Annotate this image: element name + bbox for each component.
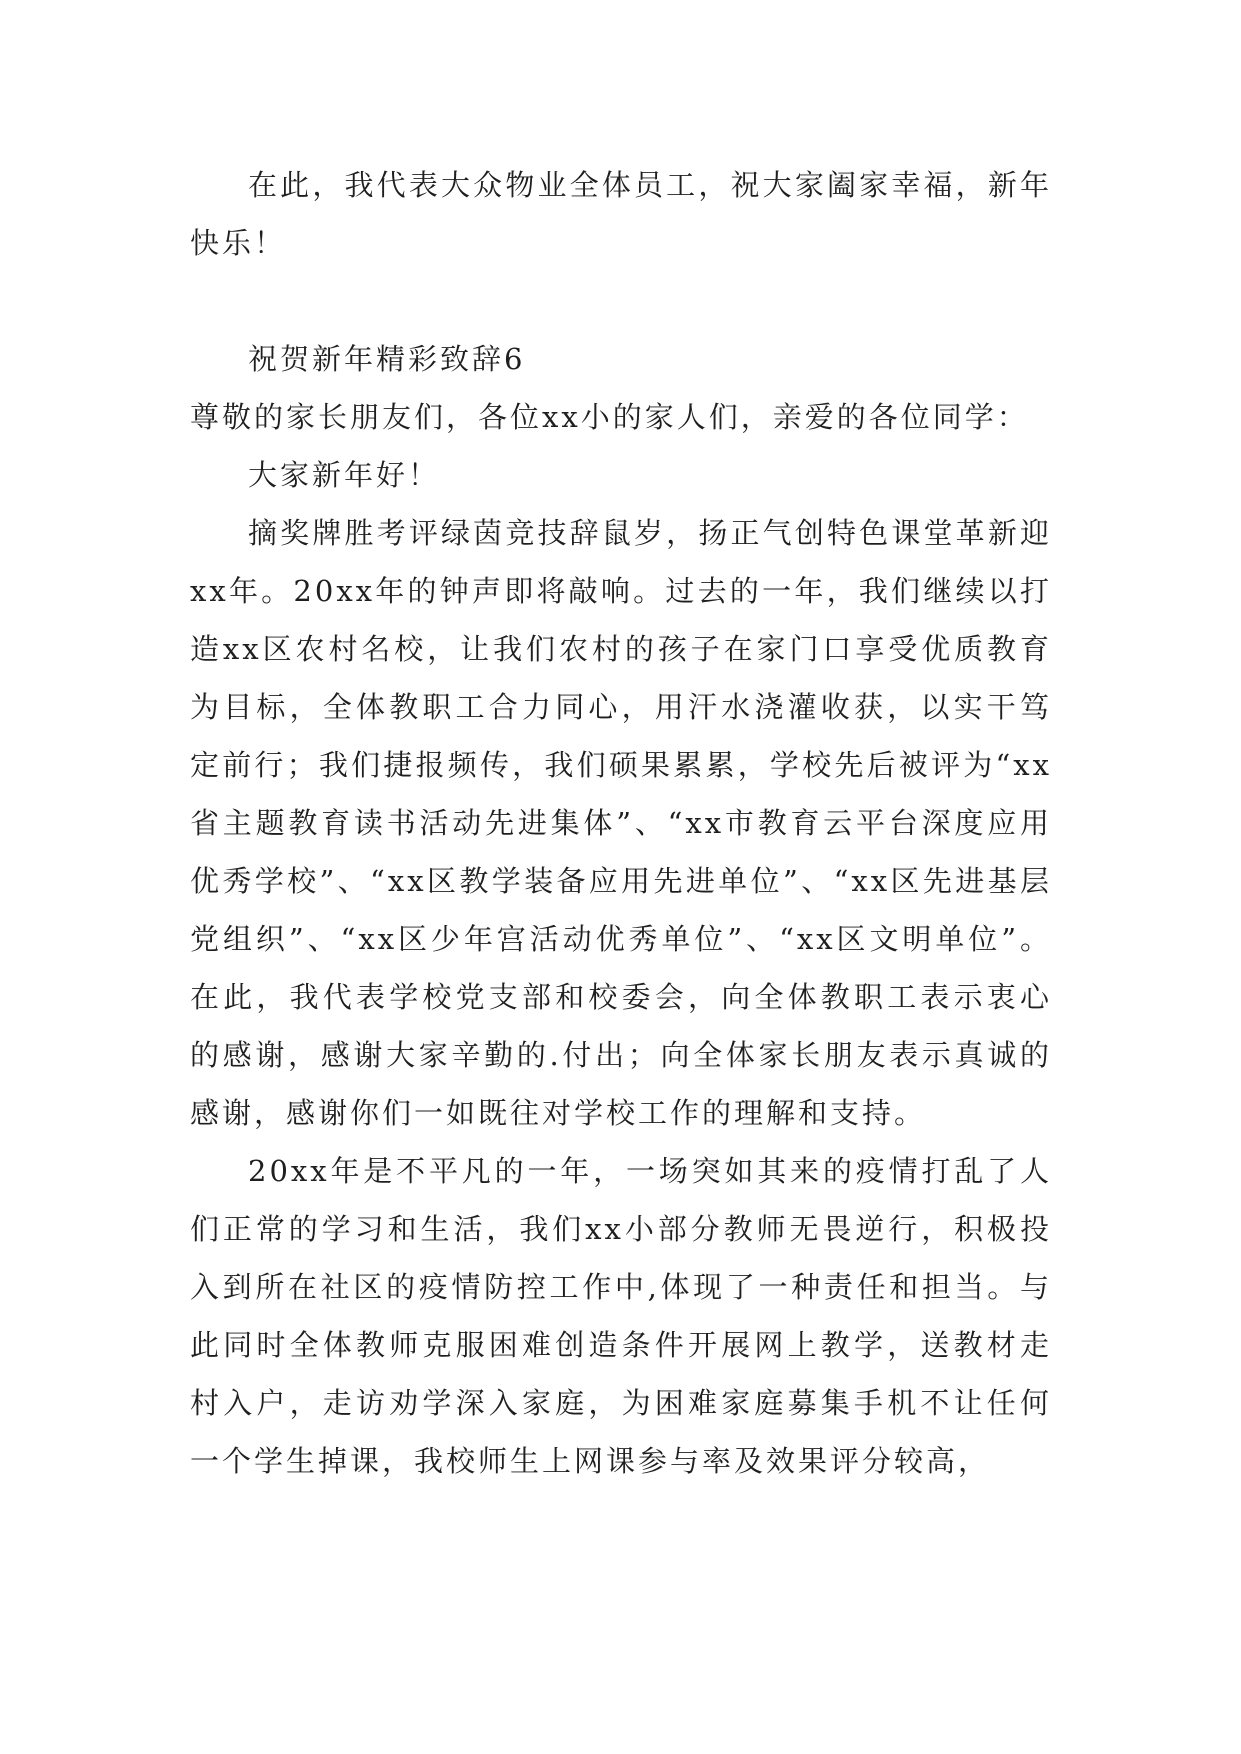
body-paragraph-pandemic: 20xx年是不平凡的一年，一场突如其来的疫情打乱了人们正常的学习和生活，我们xx小部分教师无畏逆行，积极投入到所在社区的疫情防控工作中,体现了一种责任和担当。与此同时全体教师克服困难创造条件开展网上教学，送教材走村入户，走访劝学深入家庭，为困难家庭募集手机不让任何一个学生掉课，我校师生上网课参与率及效果评分较高，	[190, 1154, 1052, 1478]
section-gap	[190, 272, 1052, 330]
closing-paragraph: 在此，我代表大众物业全体员工，祝大家阖家幸福，新年快乐！	[190, 168, 1052, 260]
document-body	[190, 156, 1052, 1490]
body-paragraph-achievements: 摘奖牌胜考评绿茵竞技辞鼠岁，扬正气创特色课堂革新迎xx年。20xx年的钟声即将敲响。过去的一年，我们继续以打造xx区农村名校，让我们农村的孩子在家门口享受优质教育为目标，全体教职工合力同心，用汗水浇灌收获，以实干笃定前行；我们捷报频传，我们硕果累累，学校先后被评为“xx省主题教育读书活动先进集体”、“xx市教育云平台深度应用优秀学校”、“xx区教学装备应用先进单位”、“xx区先进基层党组织”、“xx区少年宫活动优秀单位”、“xx区文明单位”。在此，我代表学校党支部和校委会，向全体教职工表示衷心的感谢，感谢大家辛勤的.付出；向全体家长朋友表示真诚的感谢，感谢你们一如既往对学校工作的理解和支持。	[190, 516, 1052, 1130]
section-title: 祝贺新年精彩致辞6	[248, 342, 526, 376]
greeting: 大家新年好！	[248, 458, 441, 492]
salutation: 尊敬的家长朋友们，各位xx小的家人们，亲爱的各位同学：	[190, 400, 1029, 434]
